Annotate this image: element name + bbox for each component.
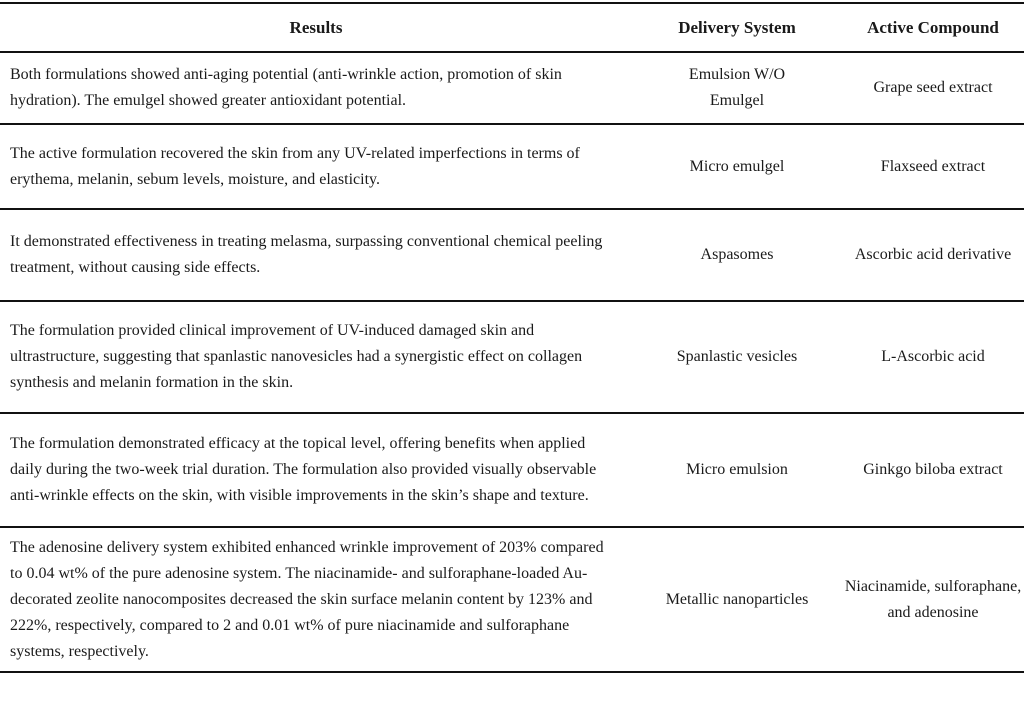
active-compound-line: Flaxseed extract [880, 157, 986, 175]
active-compound-line: and adenosine [887, 603, 979, 621]
table-row [0, 52, 1024, 124]
results-cell: It demonstrated effectiveness in treating melasma, surpassing conventional chemical peeling treatment, without causing side effects. [10, 233, 603, 276]
header-results: Results [289, 17, 343, 37]
header-delivery-system: Delivery System [678, 17, 796, 37]
active-compound-line: Niacinamide, sulforaphane, [844, 577, 1022, 595]
table-row [0, 413, 1024, 527]
results-cell: The adenosine delivery system exhibited enhanced wrinkle improvement of 203% compared to 0.04 wt% of the pure adenosine system. The niacinamide- and sulforaphane-loaded Au-decorated zeolite nanocomposites decreased the skin surface melanin content by 123% and 222%, respectively, compared to 2 and 0.01 wt% of pure niacinamide and sulforaphane systems, respectively. [10, 538, 604, 660]
delivery-system-line: Emulsion W/O [688, 66, 786, 83]
active-compound-cell [842, 527, 1024, 672]
delivery-system-cell [632, 124, 842, 209]
active-compound-cell [842, 413, 1024, 527]
results-cell: Both formulations showed anti-aging potential (anti-wrinkle action, promotion of skin hydration). The emulgel showed greater antioxidant potential. [10, 66, 562, 109]
header-row [0, 3, 1024, 52]
delivery-system-cell [632, 413, 842, 527]
delivery-system-line: Micro emulgel [689, 157, 785, 175]
table-row [0, 301, 1024, 413]
delivery-system-line: Emulgel [709, 92, 765, 109]
header-active-compound: Active Compound [867, 17, 999, 37]
table-header [0, 3, 1024, 52]
delivery-system-cell [632, 527, 842, 672]
table-body [0, 52, 1024, 672]
active-compound-line: Grape seed extract [873, 79, 993, 96]
table-row [0, 209, 1024, 301]
active-compound-cell [842, 301, 1024, 413]
delivery-system-cell [632, 209, 842, 301]
results-cell: The active formulation recovered the skin from any UV-related imperfections in terms of erythema, melanin, sebum levels, moisture, and elasticity. [10, 144, 580, 188]
results-cell: The formulation provided clinical improvement of UV-induced damaged skin and ultrastructure, suggesting that spanlastic nanovesicles had a synergistic effect on collagen synthesis and melanin formation in the skin. [10, 322, 583, 391]
delivery-system-line: Spanlastic vesicles [676, 348, 798, 365]
delivery-system-line: Metallic nanoparticles [665, 590, 809, 608]
results-table [0, 2, 1024, 673]
active-compound-line: L-Ascorbic acid [881, 348, 985, 365]
active-compound-line: Ascorbic acid derivative [854, 246, 1012, 263]
delivery-system-cell [632, 52, 842, 124]
results-cell: The formulation demonstrated efficacy at the topical level, offering benefits when applied daily during the two-week trial duration. The formulation also provided visually observable anti-wrinkle effects on the skin, with visible improvements in the skin’s shape and texture. [10, 435, 597, 504]
active-compound-cell [842, 52, 1024, 124]
delivery-system-cell [632, 301, 842, 413]
delivery-system-line: Micro emulsion [686, 461, 788, 478]
active-compound-cell [842, 124, 1024, 209]
active-compound-line: Ginkgo biloba extract [863, 461, 1003, 478]
delivery-system-line: Aspasomes [700, 246, 774, 263]
table-row [0, 124, 1024, 209]
active-compound-cell [842, 209, 1024, 301]
table-row [0, 527, 1024, 672]
